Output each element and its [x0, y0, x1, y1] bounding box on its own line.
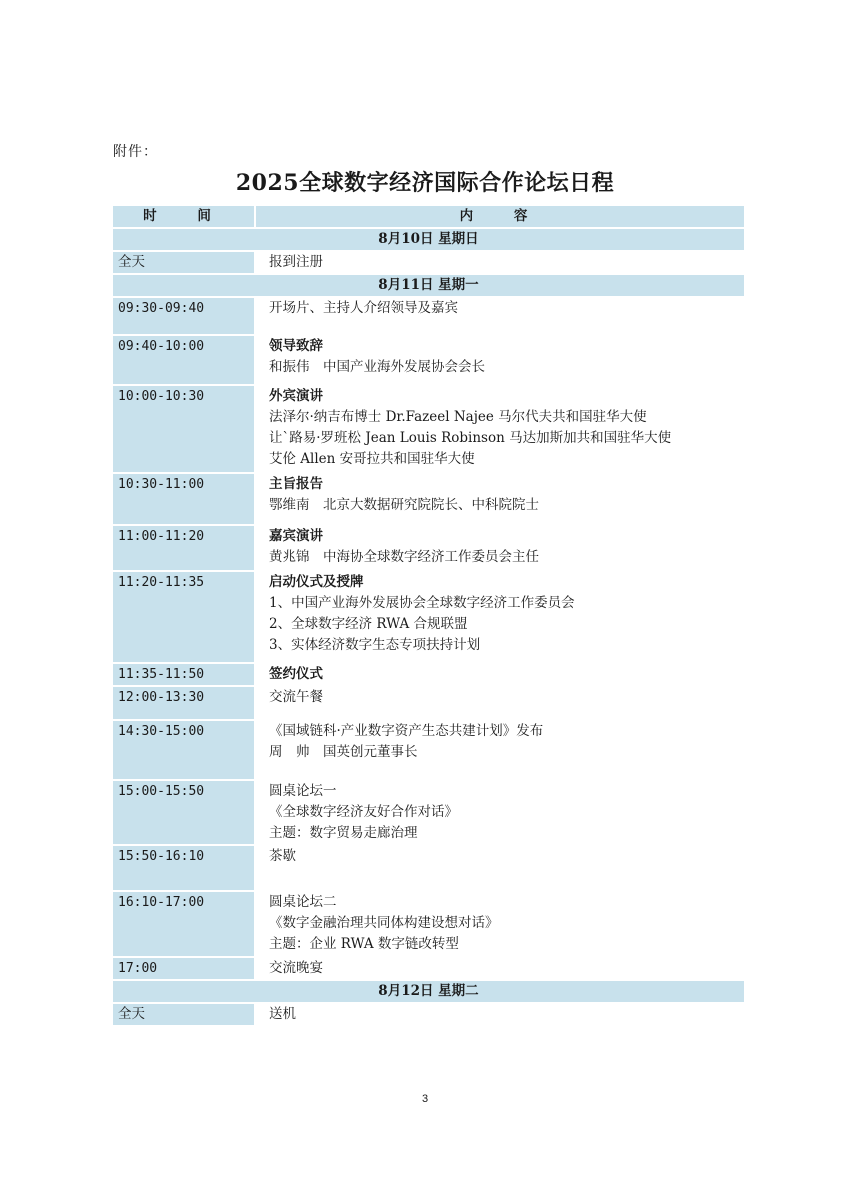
content-line: 《国域链科·产业数字资产生态共建计划》发布: [269, 723, 544, 739]
date-label: 8月12日 星期二: [113, 980, 744, 1003]
time-cell: [113, 525, 255, 571]
content-line: 开场片、主持人介绍领导及嘉宾: [269, 300, 458, 316]
date-row: [113, 274, 744, 297]
time-cell: [113, 251, 255, 274]
schedule-row: [113, 663, 744, 686]
header-content: 内 容: [255, 206, 744, 228]
content-line: 《数字金融治理共同体构建设想对话》: [269, 915, 499, 931]
time-cell: [113, 720, 255, 780]
content-line: 交流晚宴: [269, 960, 323, 976]
page-title: 2025全球数字经济国际合作论坛日程: [235, 170, 615, 196]
header-time: 时 间: [113, 206, 255, 228]
time-cell: [113, 957, 255, 980]
time-value: 16:10-17:00: [118, 895, 205, 910]
session-heading: 领导致辞: [269, 338, 323, 354]
schedule-table: [113, 206, 744, 1027]
time-cell: [113, 663, 255, 686]
schedule-row: [113, 297, 744, 335]
date-label: 8月11日 星期一: [113, 274, 744, 297]
content-cell: [255, 251, 744, 274]
content-cell: [255, 891, 744, 957]
content-cell: [255, 1003, 744, 1026]
content-cell: [255, 473, 744, 525]
time-value: 15:00-15:50: [118, 784, 205, 799]
content-cell: [255, 297, 744, 335]
time-cell: [113, 473, 255, 525]
schedule-row: [113, 385, 744, 473]
session-heading: 外宾演讲: [269, 388, 323, 404]
schedule-row: [113, 720, 744, 780]
time-value: 全天: [118, 254, 145, 270]
content-line: 法泽尔·纳吉布博士 Dr.Fazeel Najee 马尔代夫共和国驻华大使: [269, 409, 647, 425]
session-heading: 启动仪式及授牌: [269, 574, 364, 590]
content-cell: [255, 720, 744, 780]
schedule-row: [113, 525, 744, 571]
content-line: 周 帅 国英创元董事长: [269, 744, 418, 760]
schedule-row: [113, 335, 744, 385]
time-value: 14:30-15:00: [118, 724, 205, 739]
content-cell: [255, 663, 744, 686]
date-row: [113, 228, 744, 251]
content-cell: [255, 780, 744, 845]
content-line: 送机: [269, 1006, 296, 1022]
time-value: 10:00-10:30: [118, 389, 205, 404]
session-heading: 嘉宾演讲: [269, 528, 323, 544]
content-line: 茶歇: [269, 848, 296, 864]
content-cell: [255, 335, 744, 385]
time-cell: [113, 335, 255, 385]
schedule-row: [113, 845, 744, 891]
time-value: 11:00-11:20: [118, 529, 205, 544]
schedule-row: [113, 1003, 744, 1026]
time-value: 11:35-11:50: [118, 667, 205, 682]
schedule-row: [113, 473, 744, 525]
content-line: 3、实体经济数字生态专项扶持计划: [269, 637, 481, 653]
content-line: 圆桌论坛二: [269, 894, 337, 910]
content-cell: [255, 845, 744, 891]
content-line: 2、全球数字经济 RWA 合规联盟: [269, 616, 468, 632]
content-line: 鄂维南 北京大数据研究院院长、中科院院士: [269, 497, 539, 513]
time-value: 09:40-10:00: [118, 339, 205, 354]
session-heading: 签约仪式: [269, 666, 323, 682]
content-line: 交流午餐: [269, 689, 323, 705]
table-header-row: [113, 206, 744, 228]
content-cell: [255, 385, 744, 473]
time-cell: [113, 686, 255, 720]
content-line: 让`路易·罗班松 Jean Louis Robinson 马达加斯加共和国驻华大使: [269, 430, 672, 446]
content-line: 1、中国产业海外发展协会全球数字经济工作委员会: [269, 595, 575, 611]
attachment-label: 附件：: [113, 144, 158, 160]
time-value: 17:00: [118, 961, 158, 976]
time-cell: [113, 891, 255, 957]
session-heading: 主旨报告: [269, 476, 323, 492]
time-cell: [113, 845, 255, 891]
time-value: 11:20-11:35: [118, 575, 205, 590]
time-value: 12:00-13:30: [118, 690, 205, 705]
content-line: 主题：数字贸易走廊治理: [269, 825, 418, 841]
schedule-row: [113, 891, 744, 957]
time-value: 全天: [118, 1006, 145, 1022]
schedule-row: [113, 571, 744, 663]
time-cell: [113, 297, 255, 335]
content-line: 黄兆锦 中海协全球数字经济工作委员会主任: [269, 549, 539, 565]
time-value: 10:30-11:00: [118, 477, 205, 492]
time-cell: [113, 1003, 255, 1026]
time-value: 15:50-16:10: [118, 849, 205, 864]
content-line: 报到注册: [269, 254, 323, 270]
content-line: 和振伟 中国产业海外发展协会会长: [269, 359, 485, 375]
content-cell: [255, 686, 744, 720]
page-number: 3: [421, 1093, 429, 1105]
content-line: 《全球数字经济友好合作对话》: [269, 804, 458, 820]
content-line: 主题：企业 RWA 数字链改转型: [269, 936, 459, 952]
schedule-row: [113, 251, 744, 274]
schedule-row: [113, 957, 744, 980]
content-line: 圆桌论坛一: [269, 783, 337, 799]
content-cell: [255, 957, 744, 980]
content-cell: [255, 571, 744, 663]
time-cell: [113, 571, 255, 663]
schedule-row: [113, 686, 744, 720]
date-row: [113, 980, 744, 1003]
time-cell: [113, 780, 255, 845]
time-value: 09:30-09:40: [118, 301, 205, 316]
schedule-row: [113, 780, 744, 845]
content-cell: [255, 525, 744, 571]
content-line: 艾伦 Allen 安哥拉共和国驻华大使: [269, 451, 475, 467]
time-cell: [113, 385, 255, 473]
date-label: 8月10日 星期日: [113, 228, 744, 251]
